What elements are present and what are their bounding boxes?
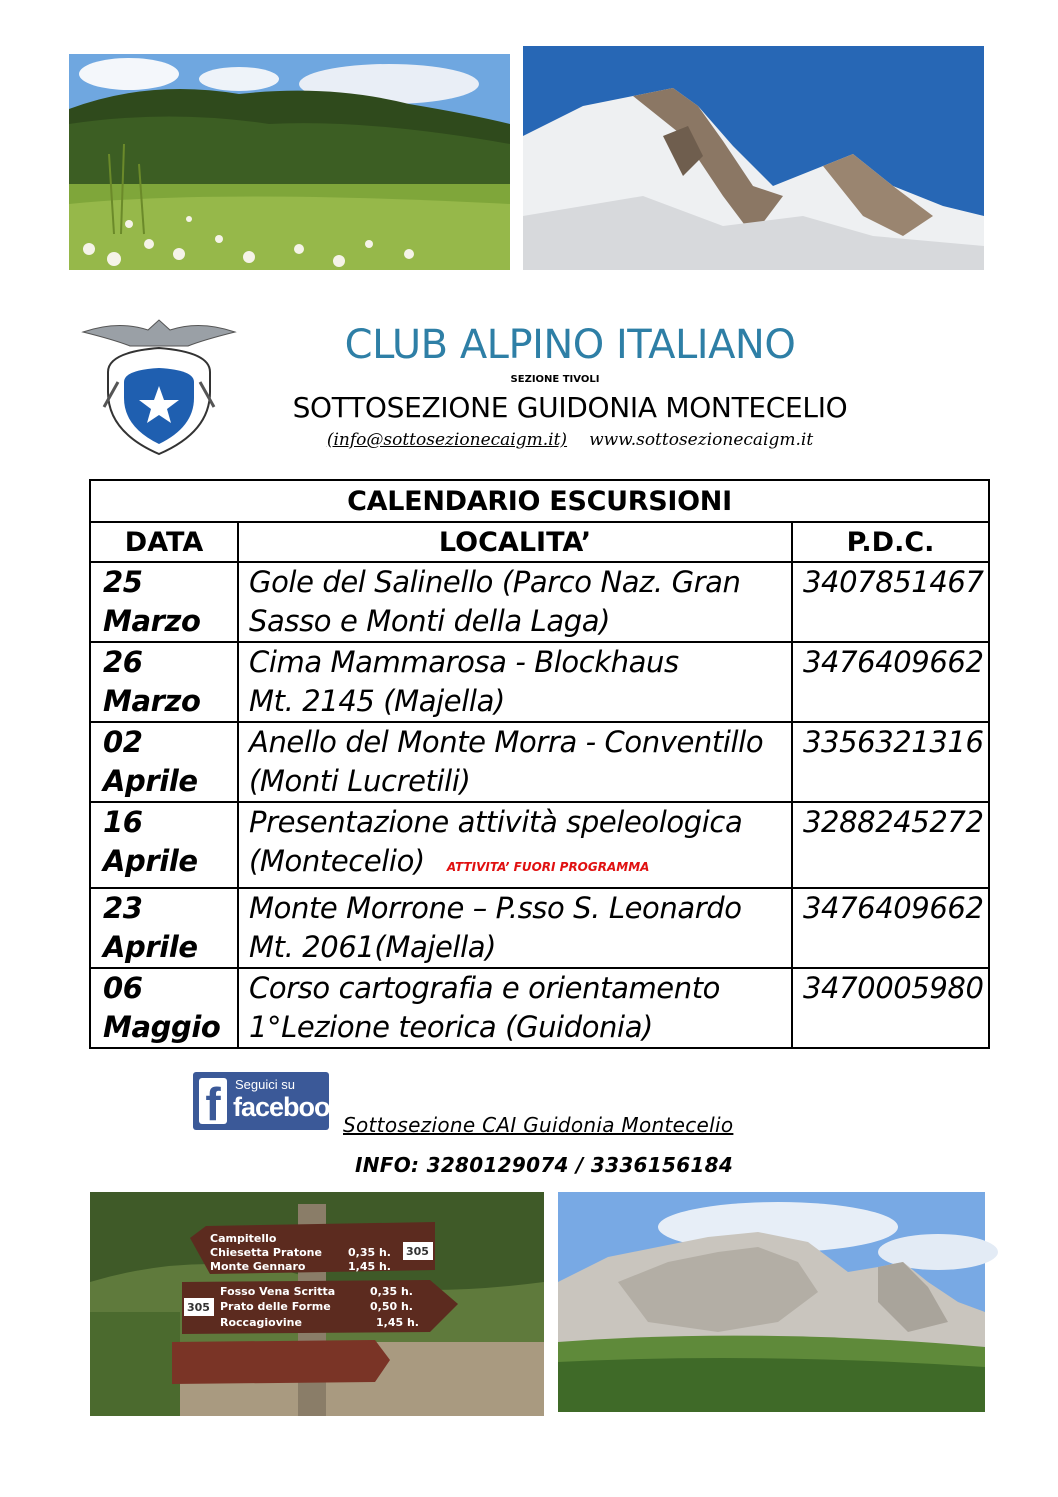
date-cell bbox=[90, 888, 238, 968]
date-month: Aprile bbox=[103, 764, 198, 798]
sign-bottom-line: Roccagiovine bbox=[220, 1316, 302, 1329]
date-day: 23 bbox=[103, 891, 143, 925]
date-day: 02 bbox=[103, 725, 143, 759]
date-month: Marzo bbox=[103, 684, 201, 718]
rocky-mountain-photo bbox=[558, 1192, 985, 1412]
facebook-page-link[interactable]: Sottosezione CAI Guidonia Montecelio bbox=[343, 1113, 734, 1137]
snowy-mountain-photo bbox=[523, 46, 984, 270]
sign-bottom-number: 305 bbox=[187, 1301, 210, 1314]
date-cell bbox=[90, 802, 238, 888]
location-line: Monte Morrone – P.sso S. Leonardo bbox=[249, 891, 742, 925]
date-cell bbox=[90, 642, 238, 722]
location-line: Presentazione attività speleologica bbox=[249, 805, 743, 839]
sign-top-line: Monte Gennaro bbox=[210, 1260, 306, 1273]
trail-signpost-photo bbox=[90, 1192, 544, 1416]
sign-top-time: 1,45 h. bbox=[348, 1260, 391, 1273]
sign-bottom-time: 1,45 h. bbox=[376, 1316, 419, 1329]
location-line: Mt. 2145 (Majella) bbox=[249, 684, 505, 718]
date-month: Maggio bbox=[103, 1010, 221, 1044]
date-day: 16 bbox=[103, 805, 143, 839]
info-phones: INFO: 3280129074 / 3336156184 bbox=[355, 1153, 734, 1177]
sign-bottom-time: 0,50 h. bbox=[370, 1300, 413, 1313]
location-line: Mt. 2061(Majella) bbox=[249, 930, 497, 964]
email-link[interactable]: (info@sottosezionecaigm.it) bbox=[326, 430, 568, 450]
column-header-localita: LOCALITA’ bbox=[238, 522, 792, 562]
sign-top-time: 0,35 h. bbox=[348, 1246, 391, 1259]
subsection-title: SOTTOSEZIONE GUIDONIA MONTECELIO bbox=[292, 391, 848, 424]
location-line: Cima Mammarosa - Blockhaus bbox=[249, 645, 679, 679]
location-line: Corso cartografia e orientamento bbox=[249, 971, 721, 1005]
contact-line bbox=[250, 430, 890, 450]
calendar-table bbox=[89, 479, 990, 1049]
date-cell bbox=[90, 562, 238, 642]
location-cell bbox=[238, 722, 792, 802]
table-row bbox=[90, 968, 989, 1048]
phone-cell: 3288245272 bbox=[792, 802, 989, 888]
website-link[interactable]: www.sottosezionecaigm.it bbox=[589, 430, 814, 450]
facebook-icon: f bbox=[199, 1078, 227, 1124]
sign-top-line: Chiesetta Pratone bbox=[210, 1246, 322, 1259]
phone-cell: 3470005980 bbox=[792, 968, 989, 1048]
phone-cell: 3476409662 bbox=[792, 642, 989, 722]
location-cell bbox=[238, 888, 792, 968]
date-day: 06 bbox=[103, 971, 143, 1005]
facebook-badge-big-text: facebook bbox=[233, 1092, 344, 1122]
date-day: 25 bbox=[103, 565, 143, 599]
phone-cell: 3407851467 bbox=[792, 562, 989, 642]
date-month: Marzo bbox=[103, 604, 201, 638]
table-row bbox=[90, 802, 989, 888]
table-row bbox=[90, 722, 989, 802]
location-cell bbox=[238, 642, 792, 722]
location-line: (Monti Lucretili) bbox=[249, 764, 471, 798]
sign-bottom-time: 0,35 h. bbox=[370, 1285, 413, 1298]
facebook-badge-small-text: Seguici su bbox=[235, 1077, 295, 1092]
table-row bbox=[90, 642, 989, 722]
sign-top-number: 305 bbox=[406, 1245, 429, 1258]
facebook-badge[interactable] bbox=[193, 1072, 344, 1130]
location-cell bbox=[238, 968, 792, 1048]
sign-bottom-line: Fosso Vena Scritta bbox=[220, 1285, 336, 1298]
location-line bbox=[249, 842, 791, 887]
section-label: SEZIONE TIVOLI bbox=[510, 374, 600, 385]
date-cell bbox=[90, 968, 238, 1048]
location-text: (Montecelio) bbox=[249, 844, 425, 878]
table-row bbox=[90, 562, 989, 642]
date-cell bbox=[90, 722, 238, 802]
phone-cell: 3476409662 bbox=[792, 888, 989, 968]
location-line: Anello del Monte Morra - Conventillo bbox=[249, 725, 764, 759]
location-line: 1°Lezione teorica (Guidonia) bbox=[249, 1010, 653, 1044]
column-header-data: DATA bbox=[90, 522, 238, 562]
sign-bottom-line: Prato delle Forme bbox=[220, 1300, 331, 1313]
location-line: Gole del Salinello (Parco Naz. Gran bbox=[249, 565, 741, 599]
meadow-photo bbox=[69, 54, 510, 270]
date-month: Aprile bbox=[103, 844, 198, 878]
phone-cell: 3356321316 bbox=[792, 722, 989, 802]
off-program-note: ATTIVITA’ FUORI PROGRAMMA bbox=[446, 860, 650, 874]
location-cell bbox=[238, 802, 792, 888]
location-cell bbox=[238, 562, 792, 642]
calendar-title: CALENDARIO ESCURSIONI bbox=[90, 480, 989, 522]
location-line: Sasso e Monti della Laga) bbox=[249, 604, 610, 638]
table-row bbox=[90, 888, 989, 968]
date-month: Aprile bbox=[103, 930, 198, 964]
sign-top-line: Campitello bbox=[210, 1232, 277, 1245]
column-header-pdc: P.D.C. bbox=[792, 522, 989, 562]
cai-logo-icon bbox=[78, 312, 240, 460]
date-day: 26 bbox=[103, 645, 143, 679]
club-title: CLUB ALPINO ITALIANO bbox=[344, 322, 796, 368]
